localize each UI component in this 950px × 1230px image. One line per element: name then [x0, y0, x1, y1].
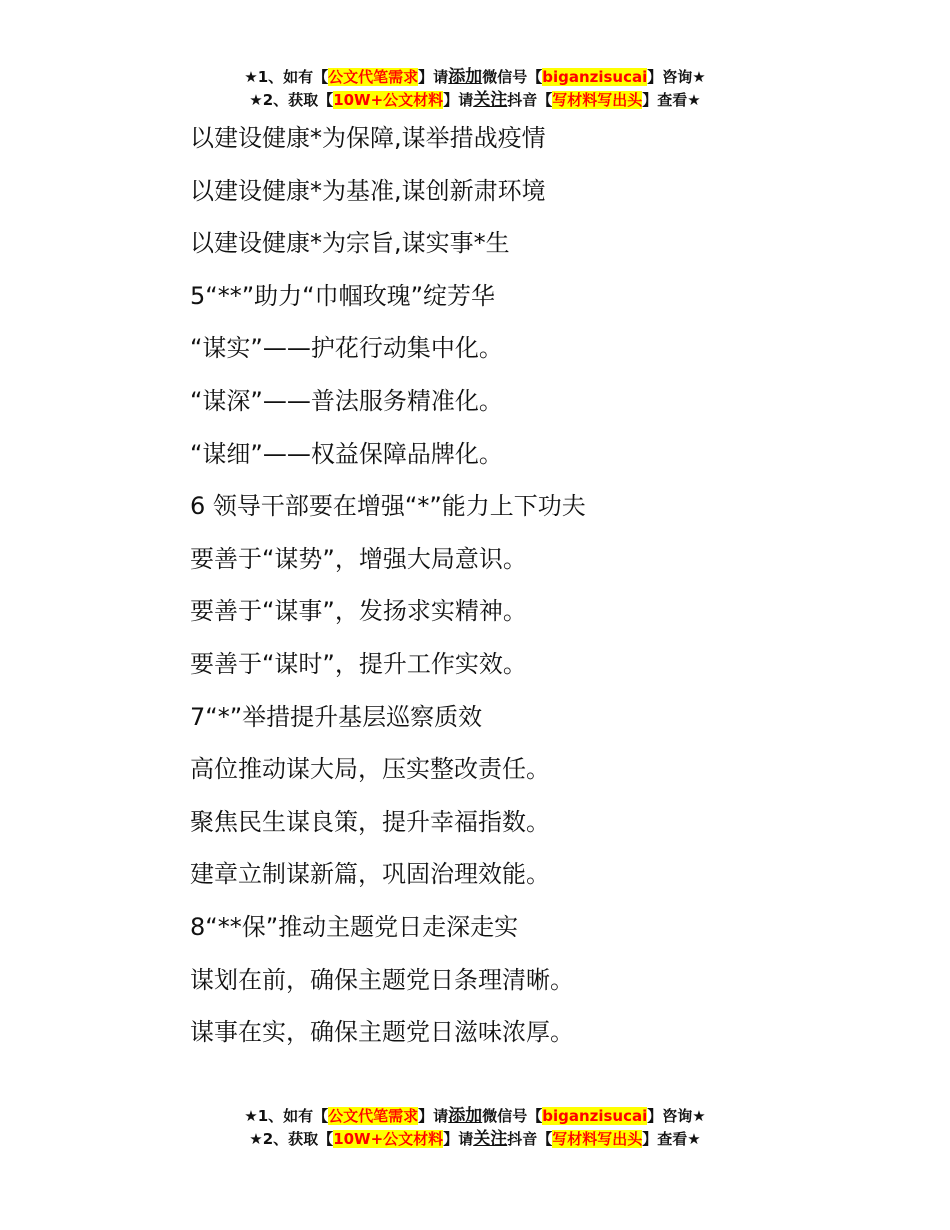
- promo-text: 】咨询★: [647, 1107, 706, 1125]
- body-line: 要善于“谋时”，提升工作实效。: [190, 649, 527, 678]
- body-line: 聚焦民生谋良策，提升幸福指数。: [190, 807, 550, 836]
- promo-highlight: 10W+公文材料: [333, 1130, 444, 1148]
- promo-text: 】查看★: [642, 1130, 701, 1148]
- promo-highlight: 公文代笔需求: [328, 1107, 419, 1125]
- body-line: 谋划在前，确保主题党日条理清晰。: [190, 965, 574, 994]
- promo-text: ★1、如有【: [244, 68, 329, 86]
- promo-line-1: [0, 66, 950, 89]
- promo-highlight: 10W+公文材料: [333, 91, 444, 109]
- body-line: 以建设健康*为保障,谋举措战疫情: [190, 124, 546, 152]
- promo-highlight: 公文代笔需求: [328, 68, 419, 86]
- promo-text: 微信号【: [482, 68, 543, 86]
- promo-text: ★1、如有【: [244, 1107, 329, 1125]
- body-line: “谋细”——权益保障品牌化。: [190, 439, 503, 468]
- body-line: 以建设健康*为基准,谋创新肃环境: [190, 176, 546, 205]
- promo-emphasis: 关注: [473, 90, 508, 110]
- promo-emphasis: 关注: [473, 1129, 508, 1149]
- promo-text: 抖音【: [507, 91, 553, 109]
- promo-wechat-id: biganzisucai: [542, 68, 648, 86]
- section-heading: 7“*”举措提升基层巡察质效: [190, 702, 483, 731]
- promo-text: 】请: [443, 91, 474, 109]
- promo-text: 】查看★: [642, 91, 701, 109]
- promo-text: 】请: [443, 1130, 474, 1148]
- promo-line-2: [0, 89, 950, 112]
- promo-text: 】请: [418, 1107, 449, 1125]
- promo-text: 抖音【: [507, 1130, 553, 1148]
- promo-line-1: [0, 1105, 950, 1128]
- section-heading: 6 领导干部要在增强“*”能力上下功夫: [190, 492, 586, 521]
- promo-emphasis: 添加: [448, 67, 483, 87]
- promo-emphasis: 添加: [448, 1106, 483, 1126]
- body-line: “谋实”——护花行动集中化。: [190, 334, 503, 363]
- section-heading: 8“**保”推动主题党日走深走实: [190, 912, 519, 941]
- promo-text: 】请: [418, 68, 449, 86]
- body-line: 要善于“谋势”，增强大局意识。: [190, 544, 527, 573]
- promo-wechat-id: biganzisucai: [542, 1107, 648, 1125]
- body-line: 高位推动谋大局，压实整改责任。: [190, 755, 550, 784]
- body-line: 要善于“谋事”，发扬求实精神。: [190, 597, 527, 626]
- body-line: 建章立制谋新篇，巩固治理效能。: [190, 860, 550, 889]
- promo-text: ★2、获取【: [249, 91, 334, 109]
- promo-text: 微信号【: [482, 1107, 543, 1125]
- body-line: 以建设健康*为宗旨,谋实事*生: [190, 229, 510, 258]
- promo-line-2: [0, 1128, 950, 1151]
- footer-promo-banner: [0, 1105, 950, 1151]
- promo-douyin-name: 写材料写出头: [552, 1130, 643, 1148]
- body-line: 谋事在实，确保主题党日滋味浓厚。: [190, 1018, 574, 1047]
- header-promo-banner: [0, 66, 950, 112]
- document-body: [190, 122, 890, 1069]
- promo-text: ★2、获取【: [249, 1130, 334, 1148]
- body-line: “谋深”——普法服务精准化。: [190, 386, 503, 415]
- promo-douyin-name: 写材料写出头: [552, 91, 643, 109]
- promo-text: 】咨询★: [647, 68, 706, 86]
- section-heading: 5“**”助力“巾帼玫瑰”绽芳华: [190, 281, 496, 310]
